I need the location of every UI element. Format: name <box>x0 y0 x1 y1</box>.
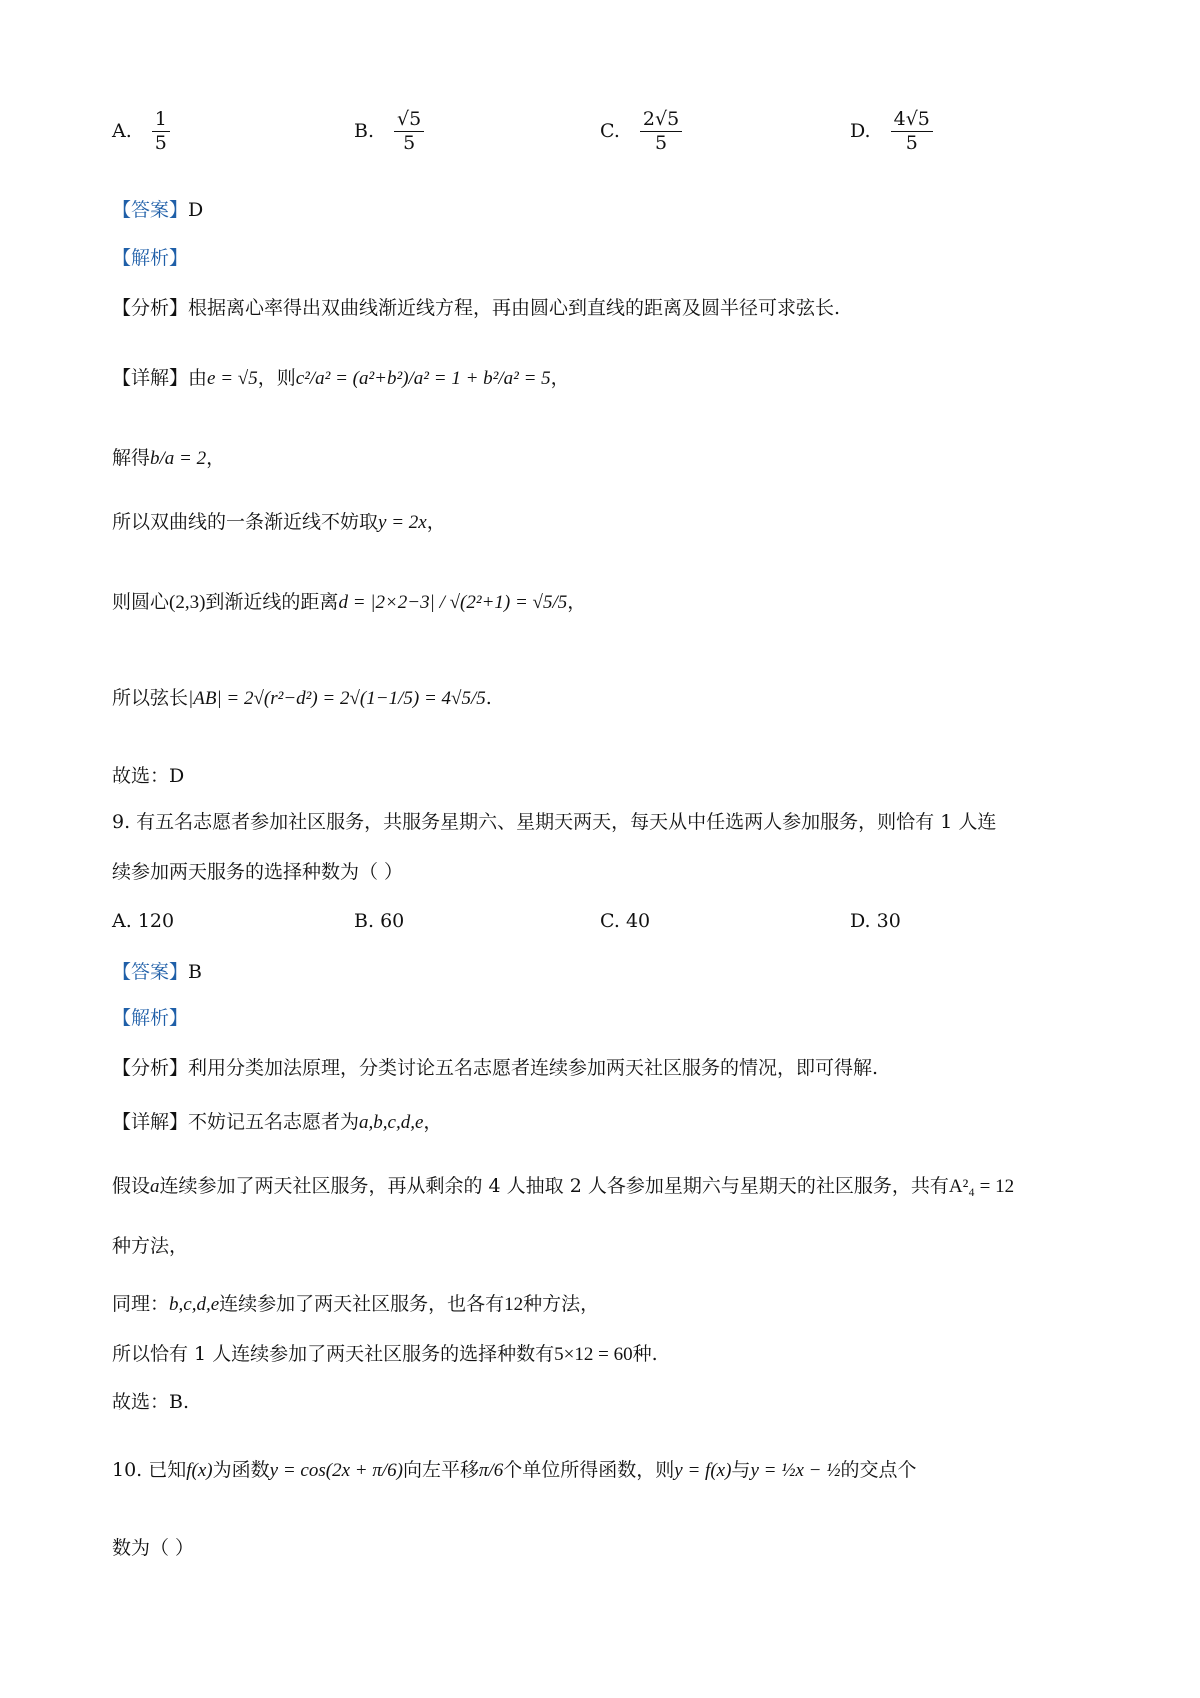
q8-option-a <box>112 108 174 155</box>
q10-stem-line2: 数为（ ） <box>112 1537 195 1559</box>
q9-analysis-tag: 【解析】 <box>112 1007 189 1029</box>
q9-stem-line2: 续参加两天服务的选择种数为（ ） <box>112 861 404 883</box>
option-fraction: $\frac{2√5}{5}$ <box>640 108 682 155</box>
option-label: B. <box>354 120 375 143</box>
q9-answer: 【答案】B <box>112 961 202 983</box>
option-label: A. <box>112 120 132 143</box>
q9-option-c: C. 40 <box>600 910 651 932</box>
q8-step1: 【详解】由e = √5，则c²/a² = (a²+b²)/a² = 1 + b²/a² = 5， <box>112 367 570 389</box>
q8-step5: 所以弦长|AB| = 2√(r²−d²) = 2√(1−1/5) = 4√5/5. <box>112 687 492 709</box>
q8-fenxi: 【分析】根据离心率得出双曲线渐近线方程，再由圆心到直线的距离及圆半径可求弦长. <box>112 297 841 319</box>
option-label: D. <box>850 120 871 143</box>
q8-option-c <box>600 108 686 155</box>
q8-choice: 故选：D <box>112 765 185 787</box>
option-fraction: $\frac{√5}{5}$ <box>394 108 424 155</box>
q8-step4: 则圆心(2,3)到渐近线的距离d = |2×2−3| / √(2²+1) = √5/5， <box>112 591 587 613</box>
q9-option-d: D. 30 <box>850 910 901 932</box>
q9-choice: 故选：B. <box>112 1391 190 1413</box>
q9-step2: 假设a连续参加了两天社区服务，再从剩余的 4 人抽取 2 人各参加星期六与星期天的社区服务，共有A²₄ = 12 <box>112 1175 1015 1197</box>
q8-analysis-tag: 【解析】 <box>112 247 189 269</box>
q9-step3: 同理：b,c,d,e连续参加了两天社区服务，也各有12种方法， <box>112 1293 600 1315</box>
q9-option-b: B. 60 <box>354 910 405 932</box>
q9-option-a: A. 120 <box>112 910 175 932</box>
q9-step2-cont: 种方法， <box>112 1235 189 1257</box>
q8-option-b <box>354 108 428 155</box>
q8-answer: 【答案】D <box>112 199 204 221</box>
q8-step3: 所以双曲线的一条渐近线不妨取y = 2x， <box>112 511 446 533</box>
q9-fenxi: 【分析】利用分类加法原理，分类讨论五名志愿者连续参加两天社区服务的情况，即可得解. <box>112 1057 879 1079</box>
q8-option-d <box>850 108 937 155</box>
option-fraction: $\frac{4√5}{5}$ <box>891 108 933 155</box>
q9-step1: 【详解】不妨记五名志愿者为a,b,c,d,e， <box>112 1111 443 1133</box>
q9-step4: 所以恰有 1 人连续参加了两天社区服务的选择种数有5×12 = 60种. <box>112 1343 658 1365</box>
q9-stem-line1: 9. 有五名志愿者参加社区服务，共服务星期六、星期天两天，每天从中任选两人参加服务，则恰有 1 人连 <box>112 811 997 833</box>
q10-stem-line1: 10. 已知f(x)为函数y = cos(2x + π/6)向左平移π/6个单位所得函数，则y = f(x)与y = ½x − ½的交点个 <box>112 1459 917 1481</box>
option-fraction: $\frac{1}{5}$ <box>152 108 170 155</box>
q8-step2: 解得b/a = 2， <box>112 447 226 469</box>
option-label: C. <box>600 120 620 143</box>
